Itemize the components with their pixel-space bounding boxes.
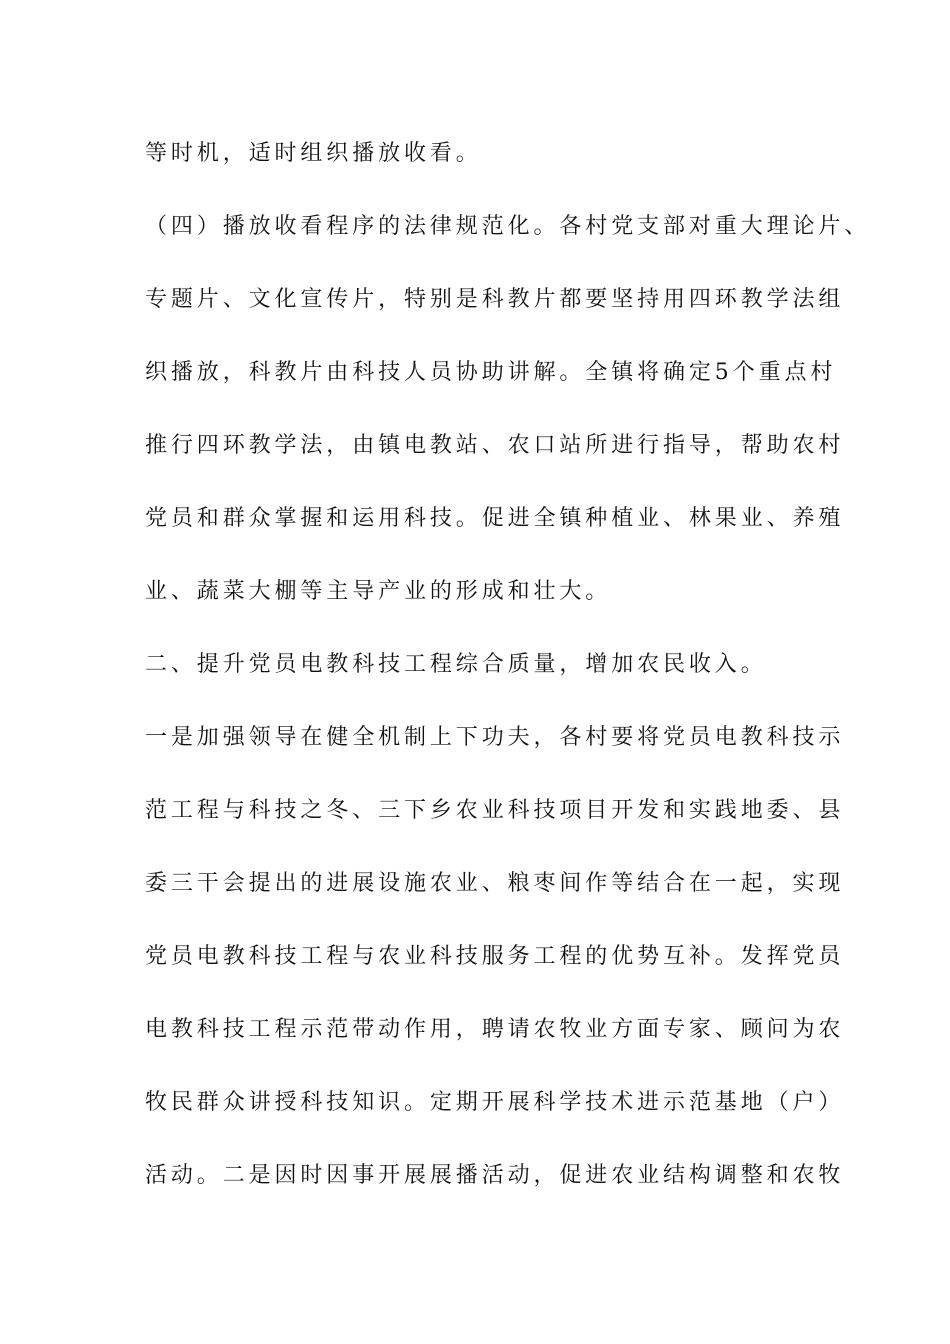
- section-heading: 二、提升党员电教科技工程综合质量，增加农民收入。: [145, 652, 767, 677]
- text-line: 电教科技工程示范带动作用，聘请农牧业方面专家、顾问为农: [145, 1017, 845, 1042]
- text-line: 党员电教科技工程与农业科技服务工程的优势互补。发挥党员: [145, 944, 845, 969]
- document-body: [145, 131, 871, 1226]
- text-line: 一是加强领导在健全机制上下功夫，各村要将党员电教科技示: [145, 725, 845, 750]
- text-line: 推行四环教学法，由镇电教站、农口站所进行指导，帮助农村: [145, 433, 845, 458]
- text-line: 活动。二是因时因事开展展播活动，促进农业结构调整和农牧: [145, 1163, 845, 1188]
- text-line: 牧民群众讲授科技知识。定期开展科学技术进示范基地（户）: [145, 1090, 845, 1115]
- text-line: 专题片、文化宣传片，特别是科教片都要坚持用四环教学法组: [145, 287, 845, 312]
- text-line: （四）播放收看程序的法律规范化。各村党支部对重大理论片、: [145, 214, 871, 239]
- text-line: 范工程与科技之冬、三下乡农业科技项目开发和实践地委、县: [145, 798, 845, 823]
- text-line: 党员和群众掌握和运用科技。促进全镇种植业、林果业、养殖: [145, 506, 845, 531]
- text-line: 等时机，适时组织播放收看。: [145, 141, 482, 166]
- text-line: 业、蔬菜大棚等主导产业的形成和壮大。: [145, 579, 612, 604]
- text-line: 委三干会提出的进展设施农业、粮枣间作等结合在一起，实现: [145, 871, 845, 896]
- text-line: 织播放，科教片由科技人员协助讲解。全镇将确定5个重点村: [145, 360, 837, 385]
